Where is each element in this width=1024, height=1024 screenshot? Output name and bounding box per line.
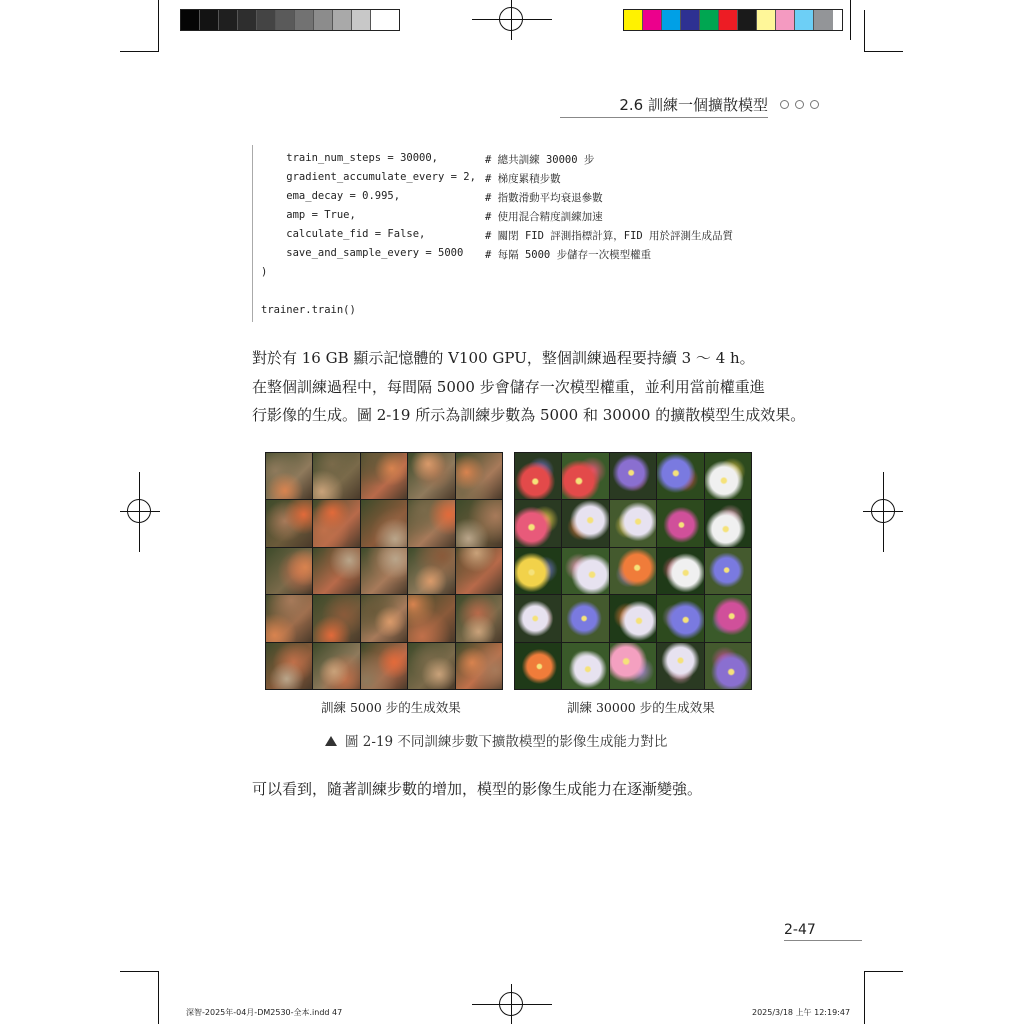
gray-swatch xyxy=(276,10,295,30)
color-swatch xyxy=(776,10,795,30)
generated-image-tile xyxy=(515,643,561,689)
generated-image-tile xyxy=(456,595,502,641)
registration-mark-bottom xyxy=(499,992,523,1016)
code-comment: # 使用混合精度訓練加速 xyxy=(485,211,603,223)
generated-image-tile xyxy=(610,643,656,689)
generated-image-tile xyxy=(610,453,656,499)
generated-image-tile xyxy=(610,500,656,546)
color-swatch xyxy=(681,10,700,30)
generated-image-tile xyxy=(562,500,608,546)
slug-timestamp: 2025/3/18 上午 12:19:47 xyxy=(752,1008,851,1017)
generated-image-tile xyxy=(408,453,454,499)
generated-image-tile xyxy=(515,453,561,499)
gray-swatch xyxy=(314,10,333,30)
gray-swatch xyxy=(352,10,371,30)
gray-swatch xyxy=(181,10,200,30)
generated-image-tile xyxy=(562,548,608,594)
generated-image-tile xyxy=(456,548,502,594)
generated-image-tile xyxy=(657,595,703,641)
running-header-rule xyxy=(560,117,768,118)
paragraph-line: 行影像的生成。圖 2-19 所示為訓練步數為 5000 和 30000 的擴散模型生成效果。 xyxy=(252,406,806,424)
generated-image-tile xyxy=(610,595,656,641)
generated-image-tile xyxy=(313,595,359,641)
color-swatch xyxy=(814,10,833,30)
generated-image-tile xyxy=(705,643,751,689)
generated-image-tile xyxy=(705,548,751,594)
code-comment: # 總共訓練 30000 步 xyxy=(485,154,595,166)
color-swatch xyxy=(700,10,719,30)
generated-image-tile xyxy=(657,500,703,546)
generated-image-tile xyxy=(408,595,454,641)
generated-image-tile xyxy=(562,595,608,641)
gray-swatch xyxy=(200,10,219,30)
gray-swatch xyxy=(295,10,314,30)
running-header-title: 2.6 訓練一個擴散模型 xyxy=(619,96,768,114)
gray-swatch xyxy=(238,10,257,30)
generated-image-tile xyxy=(266,500,312,546)
color-swatch xyxy=(624,10,643,30)
generated-image-tile xyxy=(705,453,751,499)
gray-swatch xyxy=(333,10,352,30)
generated-images-5000-steps xyxy=(265,452,503,690)
color-swatch xyxy=(757,10,776,30)
generated-image-tile xyxy=(408,643,454,689)
generated-image-tile xyxy=(657,643,703,689)
generated-image-tile xyxy=(705,595,751,641)
generated-image-tile xyxy=(361,595,407,641)
generated-image-tile xyxy=(515,595,561,641)
code-comment: # 梯度累積步數 xyxy=(485,173,561,185)
registration-mark-top xyxy=(499,7,523,31)
color-swatch xyxy=(795,10,814,30)
generated-image-tile xyxy=(361,500,407,546)
gray-swatch xyxy=(257,10,276,30)
generated-images-30000-steps xyxy=(514,452,752,690)
generated-image-tile xyxy=(361,643,407,689)
right-figure-caption: 訓練 30000 步的生成效果 xyxy=(567,700,715,715)
generated-image-tile xyxy=(705,500,751,546)
code-listing xyxy=(252,145,773,322)
generated-image-tile xyxy=(562,453,608,499)
code-line: calculate_fid = False, xyxy=(261,228,426,240)
running-header xyxy=(560,94,820,118)
generated-image-tile xyxy=(266,453,312,499)
generated-image-tile xyxy=(657,453,703,499)
generated-image-tile xyxy=(361,548,407,594)
circle-icon xyxy=(780,100,789,109)
generated-image-tile xyxy=(456,500,502,546)
generated-image-tile xyxy=(361,453,407,499)
generated-image-tile xyxy=(313,500,359,546)
generated-image-tile xyxy=(610,548,656,594)
color-swatch xyxy=(719,10,738,30)
left-figure-caption: 訓練 5000 步的生成效果 xyxy=(321,700,461,715)
generated-image-tile xyxy=(266,595,312,641)
code-comment: # 指數滑動平均衰退參數 xyxy=(485,192,603,204)
code-line: amp = True, xyxy=(261,209,356,221)
code-line: train_num_steps = 30000, xyxy=(261,152,439,164)
color-swatch xyxy=(662,10,681,30)
paragraph-line: 可以看到，隨著訓練步數的增加，模型的影像生成能力在逐漸變強。 xyxy=(252,780,703,798)
code-line: ) xyxy=(261,266,268,278)
gray-swatch xyxy=(219,10,238,30)
circle-icon xyxy=(795,100,804,109)
generated-image-tile xyxy=(313,548,359,594)
generated-image-tile xyxy=(515,548,561,594)
generated-image-tile xyxy=(657,548,703,594)
generated-image-tile xyxy=(266,548,312,594)
paragraph-line: 在整個訓練過程中，每間隔 5000 步會儲存一次模型權重，並利用當前權重進 xyxy=(252,378,765,396)
code-line: ema_decay = 0.995, xyxy=(261,190,401,202)
code-line: gradient_accumulate_every = 2, xyxy=(261,171,476,183)
figure-caption-text: 圖 2-19 不同訓練步數下擴散模型的影像生成能力對比 xyxy=(345,734,668,750)
code-line: save_and_sample_every = 5000 xyxy=(261,247,464,259)
generated-image-tile xyxy=(456,643,502,689)
generated-image-tile xyxy=(266,643,312,689)
generated-image-tile xyxy=(313,643,359,689)
generated-image-tile xyxy=(408,548,454,594)
gray-color-bar xyxy=(180,9,400,31)
triangle-icon xyxy=(325,736,337,746)
page-number-rule xyxy=(784,940,862,941)
slug-file-info: 深智-2025年-04月-DM2530-全本.indd 47 xyxy=(186,1008,343,1017)
generated-image-tile xyxy=(515,500,561,546)
paragraph-line: 對於有 16 GB 顯示記憶體的 V100 GPU，整個訓練過程要持續 3 ～ 4 h。 xyxy=(252,349,755,367)
generated-image-tile xyxy=(408,500,454,546)
registration-mark-right xyxy=(871,499,895,523)
code-line: trainer.train() xyxy=(261,304,356,316)
gray-swatch xyxy=(371,10,390,30)
color-swatch xyxy=(643,10,662,30)
page-number: 2-47 xyxy=(784,922,816,938)
registration-mark-left xyxy=(127,499,151,523)
circle-icon xyxy=(810,100,819,109)
color-swatch xyxy=(738,10,757,30)
code-comment: # 關閉 FID 評測指標計算，FID 用於評測生成品質 xyxy=(485,230,734,242)
figure-caption xyxy=(325,730,667,750)
code-comment: # 每隔 5000 步儲存一次模型權重 xyxy=(485,249,652,261)
generated-image-tile xyxy=(562,643,608,689)
generated-image-tile xyxy=(313,453,359,499)
generated-image-tile xyxy=(456,453,502,499)
process-color-bar xyxy=(623,9,843,31)
